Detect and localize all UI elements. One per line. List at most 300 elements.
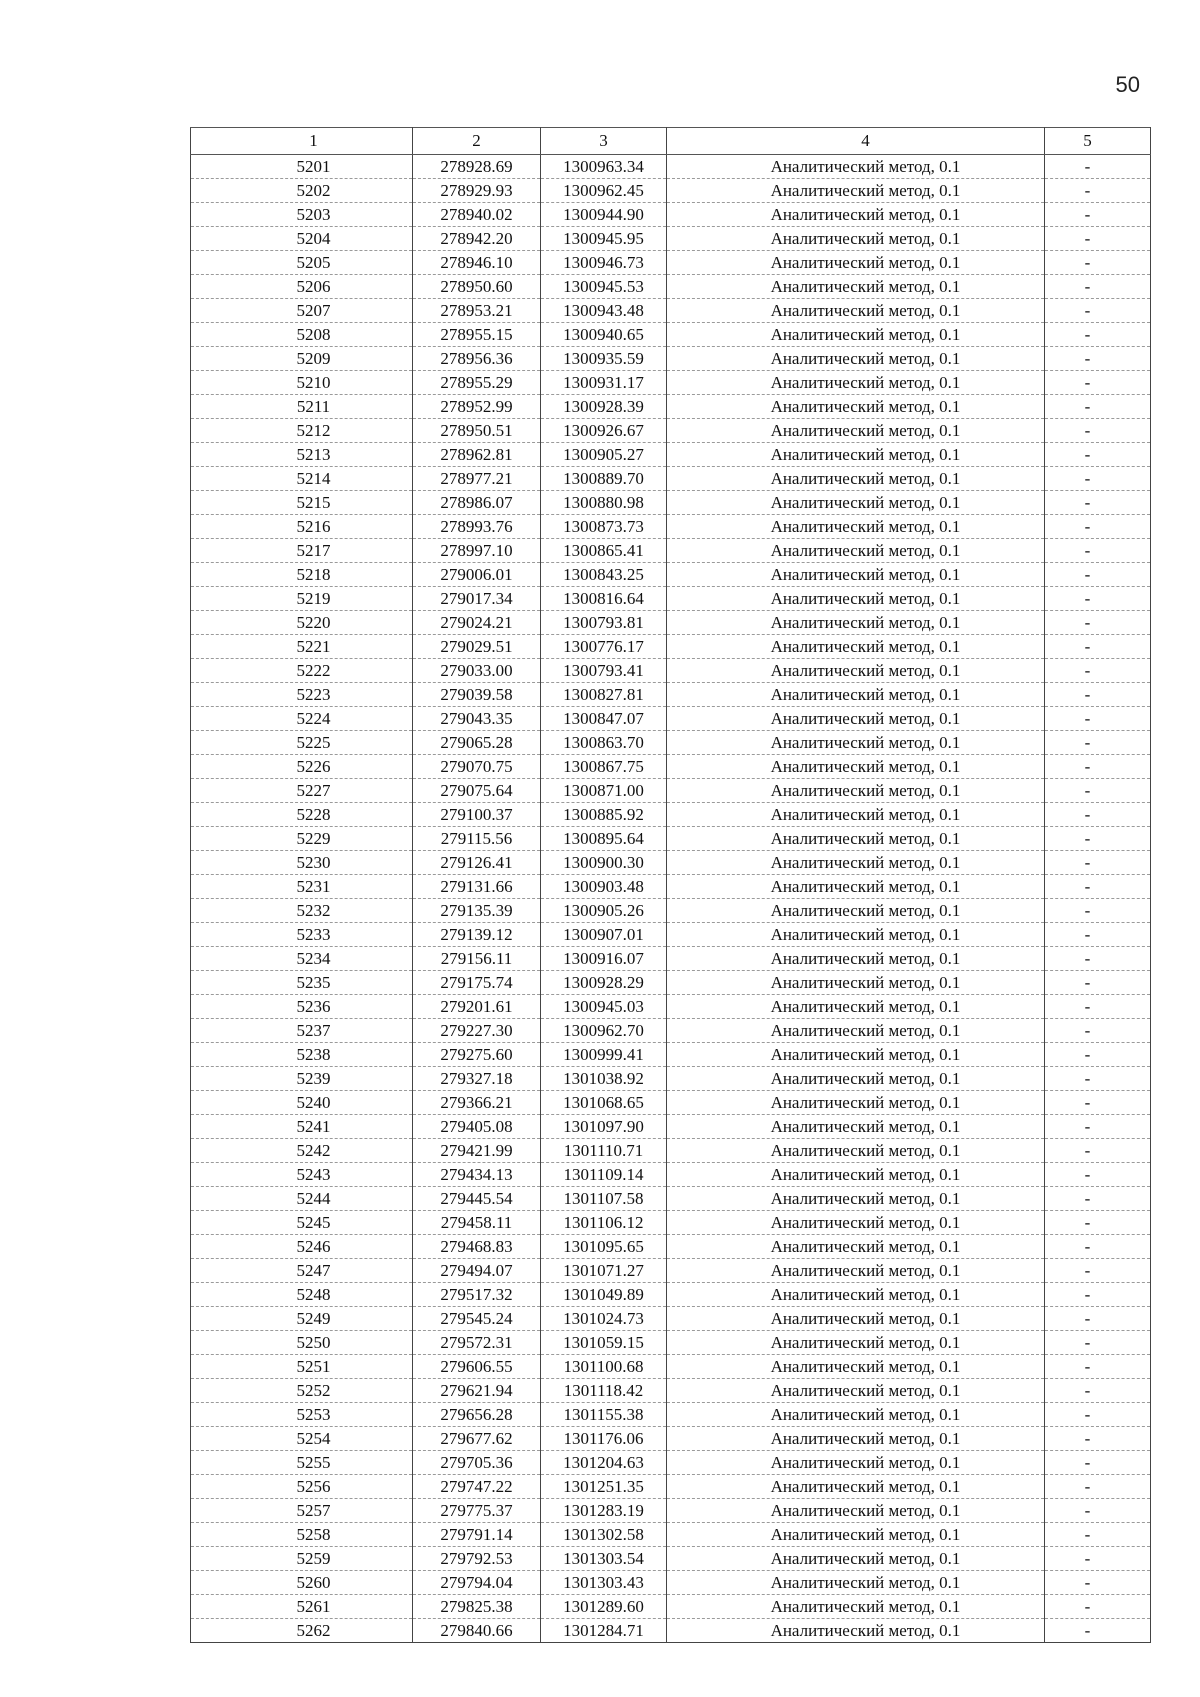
- x-coordinate-cell: 279405.08: [413, 1115, 541, 1139]
- description-cell: -: [1045, 1019, 1151, 1043]
- description-cell: -: [1045, 923, 1151, 947]
- point-number-cell: 5234: [191, 947, 413, 971]
- table-row: [191, 251, 1151, 275]
- table-row: [191, 971, 1151, 995]
- x-coordinate-cell: 279468.83: [413, 1235, 541, 1259]
- x-coordinate-cell: 278952.99: [413, 395, 541, 419]
- y-coordinate-cell: 1300863.70: [541, 731, 667, 755]
- description-cell: -: [1045, 803, 1151, 827]
- point-number-cell: 5233: [191, 923, 413, 947]
- method-accuracy-cell: Аналитический метод, 0.1: [667, 1139, 1045, 1163]
- table-row: [191, 1307, 1151, 1331]
- point-number-cell: 5253: [191, 1403, 413, 1427]
- y-coordinate-cell: 1300816.64: [541, 587, 667, 611]
- description-cell: -: [1045, 1355, 1151, 1379]
- description-cell: -: [1045, 1307, 1151, 1331]
- table-row: [191, 1187, 1151, 1211]
- description-cell: -: [1045, 1043, 1151, 1067]
- point-number-cell: 5247: [191, 1259, 413, 1283]
- x-coordinate-cell: 279677.62: [413, 1427, 541, 1451]
- table-row: [191, 419, 1151, 443]
- x-coordinate-cell: 279070.75: [413, 755, 541, 779]
- description-cell: -: [1045, 587, 1151, 611]
- point-number-cell: 5244: [191, 1187, 413, 1211]
- description-cell: -: [1045, 827, 1151, 851]
- table-row: [191, 1355, 1151, 1379]
- description-cell: -: [1045, 395, 1151, 419]
- description-cell: -: [1045, 1595, 1151, 1619]
- point-number-cell: 5212: [191, 419, 413, 443]
- x-coordinate-cell: 279572.31: [413, 1331, 541, 1355]
- method-accuracy-cell: Аналитический метод, 0.1: [667, 1283, 1045, 1307]
- method-accuracy-cell: Аналитический метод, 0.1: [667, 1259, 1045, 1283]
- description-cell: -: [1045, 755, 1151, 779]
- y-coordinate-cell: 1300928.29: [541, 971, 667, 995]
- method-accuracy-cell: Аналитический метод, 0.1: [667, 659, 1045, 683]
- table-row: [191, 1067, 1151, 1091]
- method-accuracy-cell: Аналитический метод, 0.1: [667, 515, 1045, 539]
- method-accuracy-cell: Аналитический метод, 0.1: [667, 947, 1045, 971]
- table-row: [191, 1235, 1151, 1259]
- y-coordinate-cell: 1300871.00: [541, 779, 667, 803]
- table-row: [191, 203, 1151, 227]
- y-coordinate-cell: 1300827.81: [541, 683, 667, 707]
- point-number-cell: 5201: [191, 155, 413, 179]
- method-accuracy-cell: Аналитический метод, 0.1: [667, 899, 1045, 923]
- description-cell: -: [1045, 779, 1151, 803]
- point-number-cell: 5209: [191, 347, 413, 371]
- method-accuracy-cell: Аналитический метод, 0.1: [667, 395, 1045, 419]
- table-row: [191, 635, 1151, 659]
- method-accuracy-cell: Аналитический метод, 0.1: [667, 923, 1045, 947]
- x-coordinate-cell: 279792.53: [413, 1547, 541, 1571]
- point-number-cell: 5221: [191, 635, 413, 659]
- table-row: [191, 467, 1151, 491]
- table-row: [191, 539, 1151, 563]
- table-row: [191, 923, 1151, 947]
- description-cell: -: [1045, 539, 1151, 563]
- method-accuracy-cell: Аналитический метод, 0.1: [667, 1019, 1045, 1043]
- point-number-cell: 5239: [191, 1067, 413, 1091]
- y-coordinate-cell: 1300943.48: [541, 299, 667, 323]
- table-row: [191, 1163, 1151, 1187]
- y-coordinate-cell: 1300873.73: [541, 515, 667, 539]
- x-coordinate-cell: 279621.94: [413, 1379, 541, 1403]
- description-cell: -: [1045, 1091, 1151, 1115]
- x-coordinate-cell: 279065.28: [413, 731, 541, 755]
- y-coordinate-cell: 1300931.17: [541, 371, 667, 395]
- point-number-cell: 5224: [191, 707, 413, 731]
- table-row: [191, 227, 1151, 251]
- point-number-cell: 5211: [191, 395, 413, 419]
- x-coordinate-cell: 278955.15: [413, 323, 541, 347]
- description-cell: -: [1045, 1259, 1151, 1283]
- y-coordinate-cell: 1301251.35: [541, 1475, 667, 1499]
- table-row: [191, 1115, 1151, 1139]
- y-coordinate-cell: 1300867.75: [541, 755, 667, 779]
- x-coordinate-cell: 278997.10: [413, 539, 541, 563]
- y-coordinate-cell: 1300946.73: [541, 251, 667, 275]
- x-coordinate-cell: 279131.66: [413, 875, 541, 899]
- point-number-cell: 5228: [191, 803, 413, 827]
- method-accuracy-cell: Аналитический метод, 0.1: [667, 1163, 1045, 1187]
- point-number-cell: 5222: [191, 659, 413, 683]
- y-coordinate-cell: 1301110.71: [541, 1139, 667, 1163]
- description-cell: -: [1045, 155, 1151, 179]
- method-accuracy-cell: Аналитический метод, 0.1: [667, 755, 1045, 779]
- header-x-coordinate: 2: [413, 128, 541, 155]
- x-coordinate-cell: 279545.24: [413, 1307, 541, 1331]
- description-cell: -: [1045, 1451, 1151, 1475]
- method-accuracy-cell: Аналитический метод, 0.1: [667, 635, 1045, 659]
- y-coordinate-cell: 1301204.63: [541, 1451, 667, 1475]
- y-coordinate-cell: 1300928.39: [541, 395, 667, 419]
- coordinates-table: [190, 127, 1151, 1643]
- x-coordinate-cell: 279024.21: [413, 611, 541, 635]
- table-row: [191, 1091, 1151, 1115]
- method-accuracy-cell: Аналитический метод, 0.1: [667, 371, 1045, 395]
- table-row: [191, 1019, 1151, 1043]
- method-accuracy-cell: Аналитический метод, 0.1: [667, 827, 1045, 851]
- table-body: [191, 155, 1151, 1643]
- x-coordinate-cell: 278956.36: [413, 347, 541, 371]
- point-number-cell: 5235: [191, 971, 413, 995]
- table-row: [191, 1571, 1151, 1595]
- point-number-cell: 5255: [191, 1451, 413, 1475]
- table-row: [191, 515, 1151, 539]
- description-cell: -: [1045, 1163, 1151, 1187]
- point-number-cell: 5246: [191, 1235, 413, 1259]
- x-coordinate-cell: 278940.02: [413, 203, 541, 227]
- point-number-cell: 5242: [191, 1139, 413, 1163]
- y-coordinate-cell: 1300907.01: [541, 923, 667, 947]
- x-coordinate-cell: 279794.04: [413, 1571, 541, 1595]
- table-row: [191, 563, 1151, 587]
- method-accuracy-cell: Аналитический метод, 0.1: [667, 347, 1045, 371]
- table-row: [191, 1595, 1151, 1619]
- description-cell: -: [1045, 947, 1151, 971]
- method-accuracy-cell: Аналитический метод, 0.1: [667, 323, 1045, 347]
- table-row: [191, 707, 1151, 731]
- y-coordinate-cell: 1300962.45: [541, 179, 667, 203]
- x-coordinate-cell: 279705.36: [413, 1451, 541, 1475]
- method-accuracy-cell: Аналитический метод, 0.1: [667, 1379, 1045, 1403]
- table-row: [191, 659, 1151, 683]
- y-coordinate-cell: 1301155.38: [541, 1403, 667, 1427]
- method-accuracy-cell: Аналитический метод, 0.1: [667, 1235, 1045, 1259]
- header-y-coordinate: 3: [541, 128, 667, 155]
- point-number-cell: 5213: [191, 443, 413, 467]
- method-accuracy-cell: Аналитический метод, 0.1: [667, 251, 1045, 275]
- description-cell: -: [1045, 683, 1151, 707]
- x-coordinate-cell: 278929.93: [413, 179, 541, 203]
- y-coordinate-cell: 1301302.58: [541, 1523, 667, 1547]
- x-coordinate-cell: 278950.51: [413, 419, 541, 443]
- method-accuracy-cell: Аналитический метод, 0.1: [667, 467, 1045, 491]
- header-row: [191, 128, 1151, 155]
- table-row: [191, 587, 1151, 611]
- x-coordinate-cell: 279775.37: [413, 1499, 541, 1523]
- y-coordinate-cell: 1301303.43: [541, 1571, 667, 1595]
- description-cell: -: [1045, 731, 1151, 755]
- point-number-cell: 5249: [191, 1307, 413, 1331]
- description-cell: -: [1045, 419, 1151, 443]
- description-cell: -: [1045, 1115, 1151, 1139]
- description-cell: -: [1045, 1547, 1151, 1571]
- description-cell: -: [1045, 707, 1151, 731]
- table-row: [191, 827, 1151, 851]
- x-coordinate-cell: 278942.20: [413, 227, 541, 251]
- method-accuracy-cell: Аналитический метод, 0.1: [667, 875, 1045, 899]
- method-accuracy-cell: Аналитический метод, 0.1: [667, 1523, 1045, 1547]
- description-cell: -: [1045, 899, 1151, 923]
- description-cell: -: [1045, 275, 1151, 299]
- description-cell: -: [1045, 851, 1151, 875]
- x-coordinate-cell: 279517.32: [413, 1283, 541, 1307]
- table-row: [191, 803, 1151, 827]
- x-coordinate-cell: 279033.00: [413, 659, 541, 683]
- description-cell: -: [1045, 1475, 1151, 1499]
- description-cell: -: [1045, 491, 1151, 515]
- method-accuracy-cell: Аналитический метод, 0.1: [667, 1403, 1045, 1427]
- table-row: [191, 779, 1151, 803]
- table-row: [191, 1619, 1151, 1643]
- description-cell: -: [1045, 443, 1151, 467]
- y-coordinate-cell: 1301106.12: [541, 1211, 667, 1235]
- y-coordinate-cell: 1301303.54: [541, 1547, 667, 1571]
- y-coordinate-cell: 1300945.03: [541, 995, 667, 1019]
- method-accuracy-cell: Аналитический метод, 0.1: [667, 1187, 1045, 1211]
- method-accuracy-cell: Аналитический метод, 0.1: [667, 803, 1045, 827]
- description-cell: -: [1045, 1499, 1151, 1523]
- point-number-cell: 5236: [191, 995, 413, 1019]
- point-number-cell: 5220: [191, 611, 413, 635]
- y-coordinate-cell: 1300905.26: [541, 899, 667, 923]
- y-coordinate-cell: 1300885.92: [541, 803, 667, 827]
- table-row: [191, 1139, 1151, 1163]
- x-coordinate-cell: 278950.60: [413, 275, 541, 299]
- table-row: [191, 395, 1151, 419]
- table-row: [191, 611, 1151, 635]
- table-row: [191, 371, 1151, 395]
- description-cell: -: [1045, 179, 1151, 203]
- point-number-cell: 5203: [191, 203, 413, 227]
- table-row: [191, 1499, 1151, 1523]
- x-coordinate-cell: 279227.30: [413, 1019, 541, 1043]
- table-row: [191, 1283, 1151, 1307]
- description-cell: -: [1045, 635, 1151, 659]
- point-number-cell: 5256: [191, 1475, 413, 1499]
- x-coordinate-cell: 278962.81: [413, 443, 541, 467]
- point-number-cell: 5232: [191, 899, 413, 923]
- x-coordinate-cell: 279017.34: [413, 587, 541, 611]
- header-point-number: 1: [191, 128, 413, 155]
- y-coordinate-cell: 1301059.15: [541, 1331, 667, 1355]
- x-coordinate-cell: 279840.66: [413, 1619, 541, 1643]
- method-accuracy-cell: Аналитический метод, 0.1: [667, 1619, 1045, 1643]
- point-number-cell: 5238: [191, 1043, 413, 1067]
- y-coordinate-cell: 1300945.95: [541, 227, 667, 251]
- description-cell: -: [1045, 1331, 1151, 1355]
- point-number-cell: 5205: [191, 251, 413, 275]
- y-coordinate-cell: 1300903.48: [541, 875, 667, 899]
- point-number-cell: 5262: [191, 1619, 413, 1643]
- x-coordinate-cell: 279201.61: [413, 995, 541, 1019]
- method-accuracy-cell: Аналитический метод, 0.1: [667, 1043, 1045, 1067]
- y-coordinate-cell: 1300945.53: [541, 275, 667, 299]
- point-number-cell: 5225: [191, 731, 413, 755]
- y-coordinate-cell: 1300880.98: [541, 491, 667, 515]
- method-accuracy-cell: Аналитический метод, 0.1: [667, 971, 1045, 995]
- y-coordinate-cell: 1300895.64: [541, 827, 667, 851]
- method-accuracy-cell: Аналитический метод, 0.1: [667, 779, 1045, 803]
- y-coordinate-cell: 1300793.41: [541, 659, 667, 683]
- description-cell: -: [1045, 875, 1151, 899]
- description-cell: -: [1045, 611, 1151, 635]
- point-number-cell: 5217: [191, 539, 413, 563]
- description-cell: -: [1045, 227, 1151, 251]
- description-cell: -: [1045, 1211, 1151, 1235]
- method-accuracy-cell: Аналитический метод, 0.1: [667, 1499, 1045, 1523]
- point-number-cell: 5207: [191, 299, 413, 323]
- point-number-cell: 5252: [191, 1379, 413, 1403]
- method-accuracy-cell: Аналитический метод, 0.1: [667, 683, 1045, 707]
- table-row: [191, 1211, 1151, 1235]
- method-accuracy-cell: Аналитический метод, 0.1: [667, 707, 1045, 731]
- table-row: [191, 1403, 1151, 1427]
- point-number-cell: 5206: [191, 275, 413, 299]
- method-accuracy-cell: Аналитический метод, 0.1: [667, 611, 1045, 635]
- point-number-cell: 5210: [191, 371, 413, 395]
- y-coordinate-cell: 1300900.30: [541, 851, 667, 875]
- table-row: [191, 1043, 1151, 1067]
- y-coordinate-cell: 1301109.14: [541, 1163, 667, 1187]
- y-coordinate-cell: 1301071.27: [541, 1259, 667, 1283]
- method-accuracy-cell: Аналитический метод, 0.1: [667, 1355, 1045, 1379]
- method-accuracy-cell: Аналитический метод, 0.1: [667, 851, 1045, 875]
- table-row: [191, 755, 1151, 779]
- method-accuracy-cell: Аналитический метод, 0.1: [667, 1115, 1045, 1139]
- y-coordinate-cell: 1301024.73: [541, 1307, 667, 1331]
- table-row: [191, 1331, 1151, 1355]
- x-coordinate-cell: 279327.18: [413, 1067, 541, 1091]
- table-row: [191, 1451, 1151, 1475]
- y-coordinate-cell: 1300944.90: [541, 203, 667, 227]
- y-coordinate-cell: 1301095.65: [541, 1235, 667, 1259]
- description-cell: -: [1045, 299, 1151, 323]
- point-number-cell: 5243: [191, 1163, 413, 1187]
- x-coordinate-cell: 279156.11: [413, 947, 541, 971]
- description-cell: -: [1045, 1139, 1151, 1163]
- x-coordinate-cell: 279039.58: [413, 683, 541, 707]
- table-row: [191, 875, 1151, 899]
- method-accuracy-cell: Аналитический метод, 0.1: [667, 1595, 1045, 1619]
- description-cell: -: [1045, 371, 1151, 395]
- table-header: [191, 128, 1151, 155]
- point-number-cell: 5202: [191, 179, 413, 203]
- point-number-cell: 5254: [191, 1427, 413, 1451]
- point-number-cell: 5208: [191, 323, 413, 347]
- table-row: [191, 899, 1151, 923]
- point-number-cell: 5259: [191, 1547, 413, 1571]
- description-cell: -: [1045, 1571, 1151, 1595]
- y-coordinate-cell: 1300793.81: [541, 611, 667, 635]
- table-row: [191, 1379, 1151, 1403]
- y-coordinate-cell: 1301038.92: [541, 1067, 667, 1091]
- y-coordinate-cell: 1300847.07: [541, 707, 667, 731]
- point-number-cell: 5257: [191, 1499, 413, 1523]
- description-cell: -: [1045, 323, 1151, 347]
- method-accuracy-cell: Аналитический метод, 0.1: [667, 731, 1045, 755]
- description-cell: -: [1045, 971, 1151, 995]
- y-coordinate-cell: 1300776.17: [541, 635, 667, 659]
- description-cell: -: [1045, 1427, 1151, 1451]
- x-coordinate-cell: 279458.11: [413, 1211, 541, 1235]
- x-coordinate-cell: 279606.55: [413, 1355, 541, 1379]
- x-coordinate-cell: 278946.10: [413, 251, 541, 275]
- point-number-cell: 5226: [191, 755, 413, 779]
- x-coordinate-cell: 279791.14: [413, 1523, 541, 1547]
- point-number-cell: 5237: [191, 1019, 413, 1043]
- method-accuracy-cell: Аналитический метод, 0.1: [667, 1547, 1045, 1571]
- y-coordinate-cell: 1300905.27: [541, 443, 667, 467]
- table-row: [191, 323, 1151, 347]
- method-accuracy-cell: Аналитический метод, 0.1: [667, 491, 1045, 515]
- x-coordinate-cell: 279825.38: [413, 1595, 541, 1619]
- table-row: [191, 947, 1151, 971]
- method-accuracy-cell: Аналитический метод, 0.1: [667, 1091, 1045, 1115]
- x-coordinate-cell: 279494.07: [413, 1259, 541, 1283]
- table-row: [191, 1475, 1151, 1499]
- method-accuracy-cell: Аналитический метод, 0.1: [667, 299, 1045, 323]
- method-accuracy-cell: Аналитический метод, 0.1: [667, 1475, 1045, 1499]
- y-coordinate-cell: 1301107.58: [541, 1187, 667, 1211]
- point-number-cell: 5245: [191, 1211, 413, 1235]
- x-coordinate-cell: 279006.01: [413, 563, 541, 587]
- table-row: [191, 299, 1151, 323]
- x-coordinate-cell: 278955.29: [413, 371, 541, 395]
- method-accuracy-cell: Аналитический метод, 0.1: [667, 203, 1045, 227]
- point-number-cell: 5250: [191, 1331, 413, 1355]
- x-coordinate-cell: 279434.13: [413, 1163, 541, 1187]
- table-row: [191, 1547, 1151, 1571]
- y-coordinate-cell: 1301283.19: [541, 1499, 667, 1523]
- method-accuracy-cell: Аналитический метод, 0.1: [667, 443, 1045, 467]
- method-accuracy-cell: Аналитический метод, 0.1: [667, 995, 1045, 1019]
- method-accuracy-cell: Аналитический метод, 0.1: [667, 1331, 1045, 1355]
- table-row: [191, 179, 1151, 203]
- method-accuracy-cell: Аналитический метод, 0.1: [667, 1307, 1045, 1331]
- point-number-cell: 5223: [191, 683, 413, 707]
- x-coordinate-cell: 279100.37: [413, 803, 541, 827]
- x-coordinate-cell: 278977.21: [413, 467, 541, 491]
- table-row: [191, 443, 1151, 467]
- point-number-cell: 5231: [191, 875, 413, 899]
- x-coordinate-cell: 279175.74: [413, 971, 541, 995]
- point-number-cell: 5214: [191, 467, 413, 491]
- description-cell: -: [1045, 563, 1151, 587]
- header-method-accuracy: 4: [667, 128, 1045, 155]
- point-number-cell: 5248: [191, 1283, 413, 1307]
- point-number-cell: 5229: [191, 827, 413, 851]
- method-accuracy-cell: Аналитический метод, 0.1: [667, 1211, 1045, 1235]
- point-number-cell: 5241: [191, 1115, 413, 1139]
- x-coordinate-cell: 279747.22: [413, 1475, 541, 1499]
- point-number-cell: 5215: [191, 491, 413, 515]
- description-cell: -: [1045, 515, 1151, 539]
- x-coordinate-cell: 279445.54: [413, 1187, 541, 1211]
- table-row: [191, 275, 1151, 299]
